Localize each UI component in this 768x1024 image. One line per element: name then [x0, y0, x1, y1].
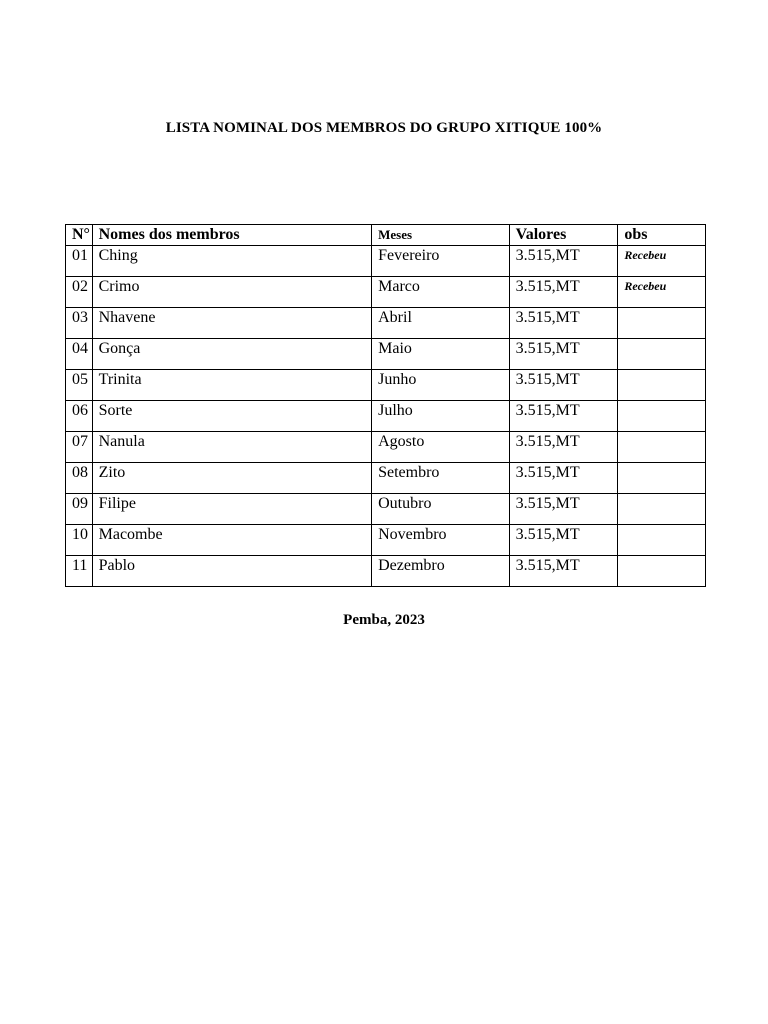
cell-value: 3.515,MT	[509, 277, 618, 308]
cell-obs	[618, 370, 706, 401]
cell-number: 02	[66, 277, 93, 308]
header-obs: obs	[618, 225, 706, 246]
table-row	[66, 401, 706, 432]
header-value: Valores	[509, 225, 618, 246]
cell-value: 3.515,MT	[509, 463, 618, 494]
cell-number: 06	[66, 401, 93, 432]
table-row	[66, 494, 706, 525]
cell-number: 05	[66, 370, 93, 401]
cell-name: Pablo	[92, 556, 372, 587]
header-name: Nomes dos membros	[92, 225, 372, 246]
cell-value: 3.515,MT	[509, 525, 618, 556]
cell-month: Novembro	[372, 525, 510, 556]
cell-value: 3.515,MT	[509, 556, 618, 587]
cell-month: Junho	[372, 370, 510, 401]
cell-month: Fevereiro	[372, 246, 510, 277]
cell-month: Setembro	[372, 463, 510, 494]
cell-name: Gonça	[92, 339, 372, 370]
document-title: LISTA NOMINAL DOS MEMBROS DO GRUPO XITIQUE 100%	[165, 120, 603, 136]
cell-name: Ching	[92, 246, 372, 277]
cell-number: 01	[66, 246, 93, 277]
cell-name: Crimo	[92, 277, 372, 308]
table-row	[66, 308, 706, 339]
cell-name: Sorte	[92, 401, 372, 432]
cell-value: 3.515,MT	[509, 308, 618, 339]
cell-number: 04	[66, 339, 93, 370]
cell-obs: Recebeu	[618, 277, 706, 308]
cell-value: 3.515,MT	[509, 370, 618, 401]
cell-obs	[618, 556, 706, 587]
header-number: N°	[66, 225, 93, 246]
cell-month: Agosto	[372, 432, 510, 463]
table-row	[66, 277, 706, 308]
cell-month: Marco	[372, 277, 510, 308]
cell-name: Nanula	[92, 432, 372, 463]
cell-value: 3.515,MT	[509, 339, 618, 370]
members-table	[65, 224, 706, 587]
table-row	[66, 370, 706, 401]
cell-name: Nhavene	[92, 308, 372, 339]
cell-number: 03	[66, 308, 93, 339]
header-month: Meses	[372, 225, 510, 246]
table-row	[66, 432, 706, 463]
cell-value: 3.515,MT	[509, 401, 618, 432]
table-row	[66, 246, 706, 277]
table-row	[66, 525, 706, 556]
document-footer: Pemba, 2023	[343, 612, 425, 628]
cell-number: 09	[66, 494, 93, 525]
cell-obs	[618, 432, 706, 463]
table-row	[66, 556, 706, 587]
cell-month: Outubro	[372, 494, 510, 525]
cell-obs: Recebeu	[618, 246, 706, 277]
cell-number: 10	[66, 525, 93, 556]
table-header-row	[66, 225, 706, 246]
cell-name: Macombe	[92, 525, 372, 556]
cell-month: Maio	[372, 339, 510, 370]
cell-value: 3.515,MT	[509, 494, 618, 525]
cell-number: 08	[66, 463, 93, 494]
table-row	[66, 463, 706, 494]
cell-value: 3.515,MT	[509, 432, 618, 463]
cell-name: Trinita	[92, 370, 372, 401]
cell-value: 3.515,MT	[509, 246, 618, 277]
cell-obs	[618, 401, 706, 432]
cell-obs	[618, 339, 706, 370]
cell-obs	[618, 525, 706, 556]
cell-month: Dezembro	[372, 556, 510, 587]
cell-obs	[618, 463, 706, 494]
cell-number: 07	[66, 432, 93, 463]
cell-obs	[618, 494, 706, 525]
cell-month: Julho	[372, 401, 510, 432]
cell-month: Abril	[372, 308, 510, 339]
table-row	[66, 339, 706, 370]
cell-obs	[618, 308, 706, 339]
cell-name: Filipe	[92, 494, 372, 525]
cell-name: Zito	[92, 463, 372, 494]
cell-number: 11	[66, 556, 93, 587]
